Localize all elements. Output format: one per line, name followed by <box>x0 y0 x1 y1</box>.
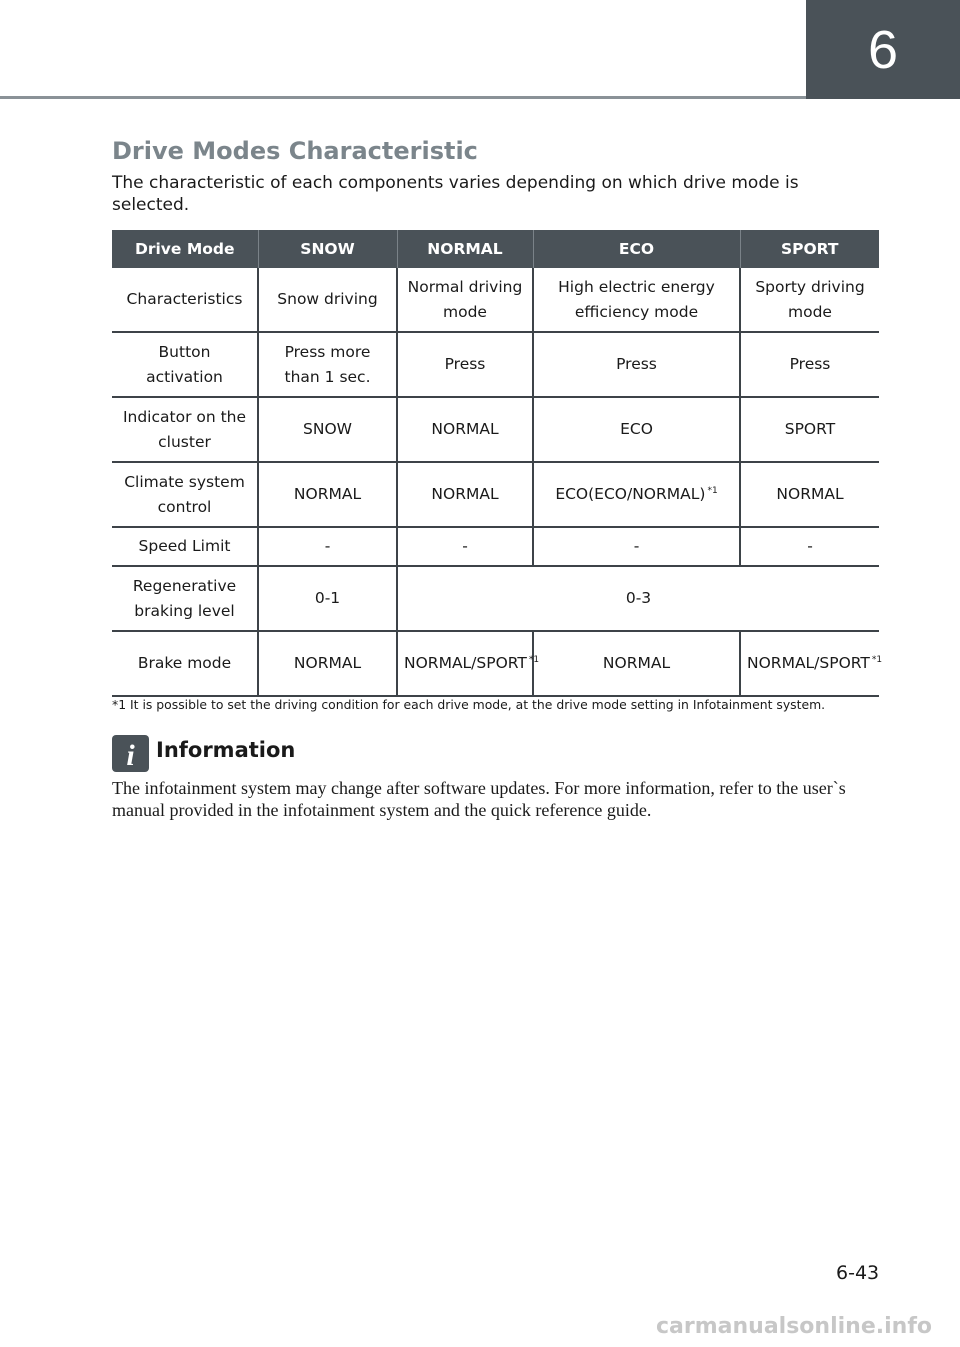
row-label: Regenerative braking level <box>112 566 258 631</box>
footnote-mark: *1 <box>707 485 718 496</box>
table-cell <box>740 631 883 696</box>
table-cell: Press <box>533 332 740 397</box>
header-sport: SPORT <box>740 230 879 268</box>
table-cell: High electric energy efficiency mode <box>533 268 740 332</box>
watermark: carmanualsonline.info <box>656 1314 932 1339</box>
table-cell: Press more than 1 sec. <box>258 332 397 397</box>
info-icon <box>112 735 149 772</box>
info-body: The infotainment system may change after software updates. For more information, refer to the user`s manual provided in the infotainment system and the quick reference guide. <box>112 778 846 820</box>
row-label: Speed Limit <box>112 527 258 566</box>
header-eco: ECO <box>533 230 740 268</box>
row-label: Brake mode <box>112 631 258 696</box>
table-cell: NORMAL <box>258 631 397 696</box>
cell-text: ECO(ECO/NORMAL) <box>555 485 706 503</box>
table-cell: NORMAL <box>740 462 879 527</box>
table-row <box>112 268 879 332</box>
table-cell: NORMAL <box>397 397 533 462</box>
table-cell <box>397 631 540 696</box>
row-label: Characteristics <box>112 268 258 332</box>
table-cell: - <box>397 527 533 566</box>
table-cell: 0-1 <box>258 566 397 631</box>
header-normal: NORMAL <box>397 230 533 268</box>
table-cell <box>533 462 740 527</box>
row-label: Button activation <box>112 332 258 397</box>
section-title: Drive Modes Characteristic <box>112 137 478 165</box>
table-cell: NORMAL <box>533 631 740 696</box>
chapter-tab <box>806 0 960 99</box>
table-cell: Normal driving mode <box>397 268 533 332</box>
table-row <box>112 527 879 566</box>
header-drive-mode: Drive Mode <box>112 230 258 268</box>
table-row <box>112 397 879 462</box>
table-row <box>112 332 879 397</box>
row-label: Indicator on the cluster <box>112 397 258 462</box>
table-row <box>112 631 879 696</box>
table-cell: SPORT <box>740 397 879 462</box>
chapter-number: 6 <box>867 19 899 80</box>
table-cell: - <box>533 527 740 566</box>
drive-modes-table <box>112 230 883 697</box>
footnote-mark: *1 <box>871 654 883 665</box>
footnote-mark: *1 <box>528 654 540 665</box>
table-cell: Press <box>740 332 879 397</box>
table-header-row <box>112 230 879 268</box>
cell-text: NORMAL/SPORT <box>747 654 870 672</box>
table-cell-merged: 0-3 <box>397 566 879 631</box>
info-title: Information <box>156 738 296 762</box>
section-intro: The characteristic of each components varies depending on which drive mode is selected. <box>112 173 799 215</box>
table-cell: ECO <box>533 397 740 462</box>
table-cell: Press <box>397 332 533 397</box>
table-row <box>112 566 879 631</box>
row-label: Climate system control <box>112 462 258 527</box>
table-cell: Snow driving <box>258 268 397 332</box>
table-cell: - <box>740 527 879 566</box>
svg-text:i: i <box>126 739 135 772</box>
cell-text: NORMAL/SPORT <box>404 654 527 672</box>
header-snow: SNOW <box>258 230 397 268</box>
table-cell: NORMAL <box>397 462 533 527</box>
table-cell: Sporty driving mode <box>740 268 879 332</box>
header-rule <box>0 96 806 99</box>
table-cell: - <box>258 527 397 566</box>
page-number: 6-43 <box>836 1262 880 1284</box>
table-cell: SNOW <box>258 397 397 462</box>
table-cell: NORMAL <box>258 462 397 527</box>
table-footnote: *1 It is possible to set the driving condition for each drive mode, at the drive mode setting in Infotainment system. <box>112 697 826 712</box>
table-row <box>112 462 879 527</box>
